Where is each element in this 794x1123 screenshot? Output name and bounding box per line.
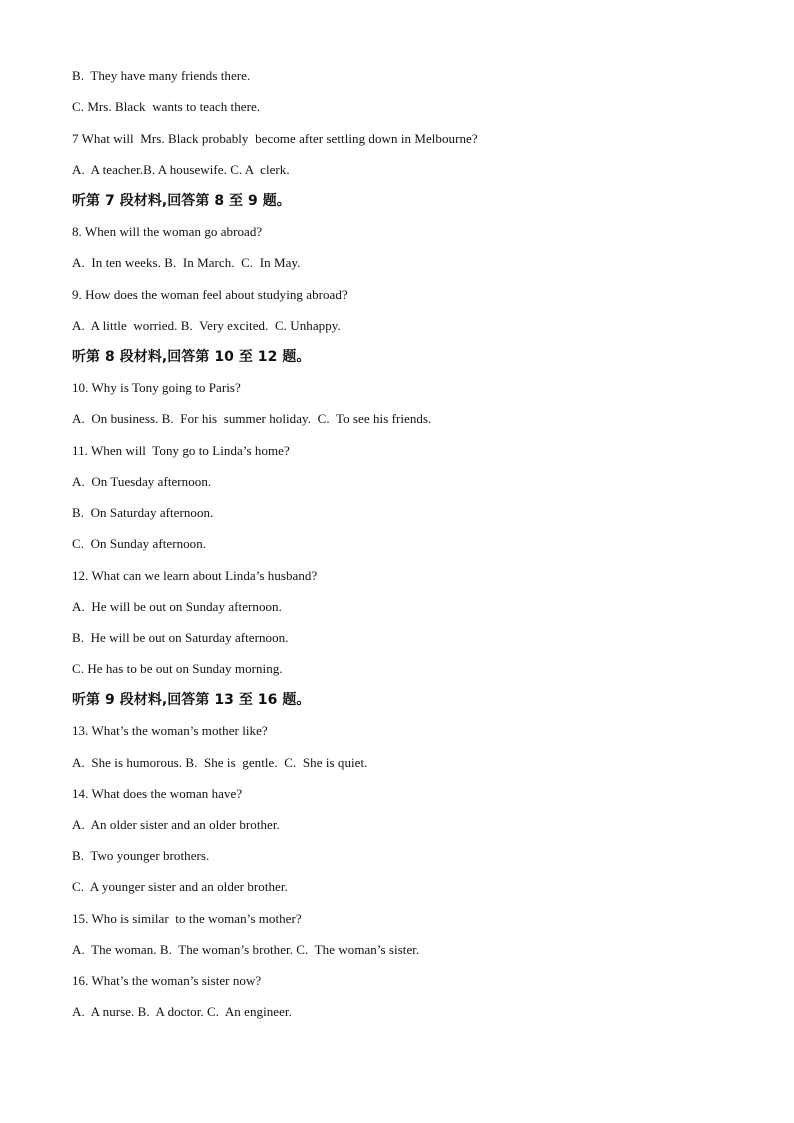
question-line: 13. What’s the woman’s mother like? [72,723,268,738]
answer-option-line: A. On Tuesday afternoon. [72,474,212,489]
question-line: 8. When will the woman go abroad? [72,224,263,239]
answer-option-line: B. On Saturday afternoon. [72,505,214,520]
answer-option-line: A. A teacher.B. A housewife. C. A clerk. [72,162,290,177]
answer-option-line: A. On business. B. For his summer holiday. C. To see his friends. [72,411,432,426]
question-line: 7 What will Mrs. Black probably become after settling down in Melbourne? [72,131,478,146]
question-line: 9. How does the woman feel about studying abroad? [72,287,348,302]
question-line: 16. What’s the woman’s sister now? [72,973,262,988]
section-heading: 听第 7 段材料,回答第 8 至 9 题。 [72,193,291,209]
answer-option-line: A. A nurse. B. A doctor. C. An engineer. [72,1004,292,1019]
answer-option-line: A. In ten weeks. B. In March. C. In May. [72,255,301,270]
question-line: 14. What does the woman have? [72,786,243,801]
answer-option-line: B. They have many friends there. [72,68,251,83]
answer-option-line: A. The woman. B. The woman’s brother. C. The woman’s sister. [72,942,420,957]
section-heading: 听第 8 段材料,回答第 10 至 12 题。 [72,349,311,365]
answer-option-line: A. She is humorous. B. She is gentle. C. She is quiet. [72,755,368,770]
answer-option-line: A. An older sister and an older brother. [72,817,280,832]
question-line: 12. What can we learn about Linda’s husband? [72,568,318,583]
question-line: 10. Why is Tony going to Paris? [72,380,241,395]
answer-option-line: C. On Sunday afternoon. [72,536,207,551]
answer-option-line: A. A little worried. B. Very excited. C. Unhappy. [72,318,341,333]
question-line: 15. Who is similar to the woman’s mother? [72,911,302,926]
question-line: 11. When will Tony go to Linda’s home? [72,443,290,458]
answer-option-line: B. He will be out on Saturday afternoon. [72,630,289,645]
answer-option-line: C. He has to be out on Sunday morning. [72,661,283,676]
answer-option-line: B. Two younger brothers. [72,848,210,863]
answer-option-line: A. He will be out on Sunday afternoon. [72,599,282,614]
answer-option-line: C. A younger sister and an older brother. [72,879,288,894]
answer-option-line: C. Mrs. Black wants to teach there. [72,99,261,114]
section-heading: 听第 9 段材料,回答第 13 至 16 题。 [72,692,311,708]
